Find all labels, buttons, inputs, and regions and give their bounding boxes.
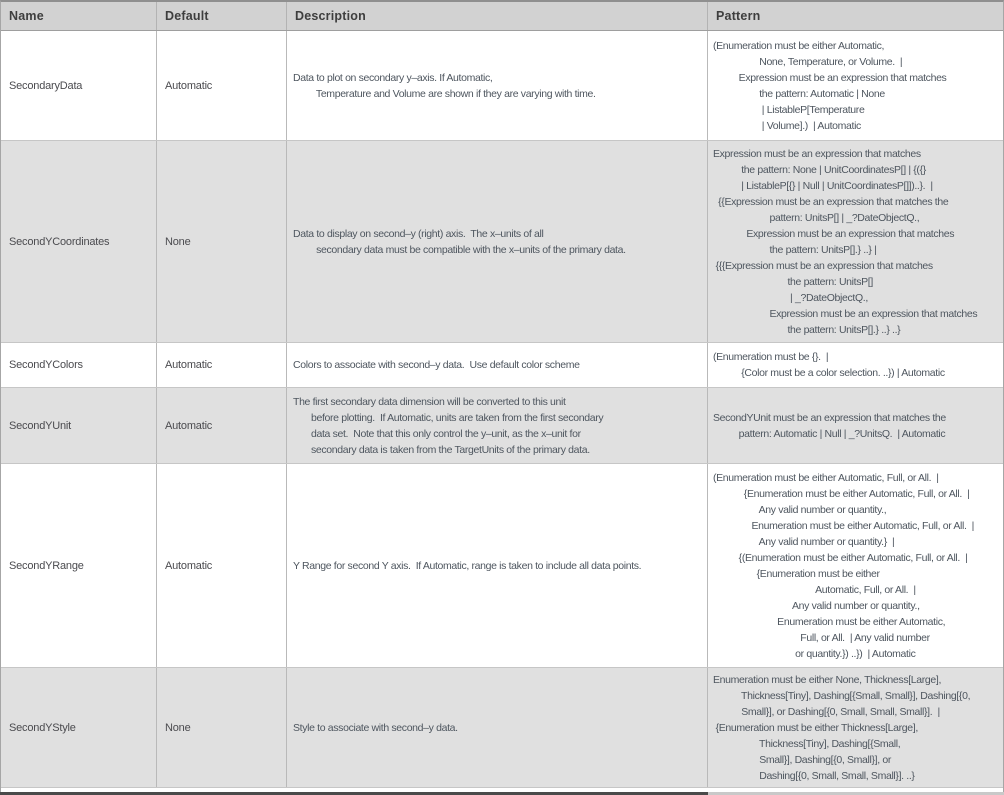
text-line: Y Range for second Y axis. If Automatic, range is taken to include all data points. xyxy=(293,559,642,572)
text-line: Data to plot on secondary y–axis. If Automatic, xyxy=(293,71,493,84)
parameter-name: SecondaryData xyxy=(9,79,83,92)
table-row xyxy=(1,464,1003,668)
header-label-name: Name xyxy=(9,9,44,23)
description-lines xyxy=(293,226,707,258)
pattern-lines xyxy=(713,410,1003,442)
cell-pattern xyxy=(708,31,1003,140)
text-line: Enumeration must be either Automatic, xyxy=(713,615,946,628)
header-cell-pattern xyxy=(708,2,1003,30)
text-line: Automatic, Full, or All. | xyxy=(713,583,916,596)
text-line: data set. Note that this only control the y–unit, as the x–unit for xyxy=(293,427,581,440)
text-line: Style to associate with second–y data. xyxy=(293,721,458,734)
text-line: Colors to associate with second–y data. Use default color scheme xyxy=(293,359,580,371)
cell-name xyxy=(1,343,157,387)
text-line: Enumeration must be either None, Thickness[Large], xyxy=(713,673,942,686)
text-line: Expression must be an expression that matches xyxy=(713,147,921,160)
default-value: None xyxy=(165,235,191,248)
cell-default xyxy=(157,388,287,463)
pattern-lines xyxy=(713,38,1003,134)
text-line: Thickness[Tiny], Dashing[{Small, xyxy=(713,737,901,750)
text-line: Any valid number or quantity., xyxy=(713,503,887,516)
default-value: Automatic xyxy=(165,419,213,432)
text-line: {Color must be a color selection. ..}) | Automatic xyxy=(713,367,945,379)
cell-name xyxy=(1,388,157,463)
text-line: secondary data must be compatible with the x–units of the primary data. xyxy=(293,243,626,256)
header-label-pattern: Pattern xyxy=(716,9,761,23)
text-line: the pattern: UnitsP[].} ..} | xyxy=(713,243,877,256)
text-line: Dashing[{0, Small, Small, Small}]. ..} xyxy=(713,769,915,782)
pattern-lines xyxy=(713,146,1003,338)
text-line: pattern: UnitsP[] | _?DateObjectQ., xyxy=(713,211,920,224)
table-row xyxy=(1,343,1003,388)
cell-description xyxy=(287,31,708,140)
text-line: (Enumeration must be {}. | xyxy=(713,351,829,363)
description-lines xyxy=(293,394,707,458)
text-line: or quantity.}) ..}) | Automatic xyxy=(713,647,916,660)
cell-default xyxy=(157,668,287,787)
text-line: (Enumeration must be either Automatic, Full, or All. | xyxy=(713,471,939,484)
text-line: Small}], or Dashing[{0, Small, Small, Small}]. | xyxy=(713,705,940,718)
cell-default xyxy=(157,343,287,387)
header-label-description: Description xyxy=(295,9,366,23)
text-line: Any valid number or quantity.} | xyxy=(713,535,895,548)
text-line: the pattern: Automatic | None xyxy=(713,87,885,100)
text-line: The first secondary data dimension will be converted to this unit xyxy=(293,395,566,408)
text-line: {Enumeration must be either xyxy=(713,567,880,580)
description-lines xyxy=(293,558,707,574)
cell-default xyxy=(157,141,287,342)
text-line: Thickness[Tiny], Dashing[{Small, Small}], Dashing[{0, xyxy=(713,689,971,702)
default-value: Automatic xyxy=(165,79,213,92)
text-line: {{Expression must be an expression that matches the xyxy=(713,195,949,208)
text-line: None, Temperature, or Volume. | xyxy=(713,55,903,68)
cell-pattern xyxy=(708,464,1003,667)
text-line: Data to display on second–y (right) axis. The x–units of all xyxy=(293,227,544,240)
default-value: None xyxy=(165,721,191,734)
text-line: | ListableP[{} | Null | UnitCoordinatesP[]])..}. | xyxy=(713,179,933,192)
cell-name xyxy=(1,31,157,140)
text-line: the pattern: UnitsP[] xyxy=(713,275,873,288)
cell-default xyxy=(157,31,287,140)
text-line: secondary data is taken from the TargetUnits of the primary data. xyxy=(293,443,590,456)
cell-description xyxy=(287,464,708,667)
text-line: Expression must be an expression that matches xyxy=(713,307,978,320)
cell-pattern xyxy=(708,141,1003,342)
cell-name xyxy=(1,668,157,787)
cell-description xyxy=(287,668,708,787)
text-line: Full, or All. | Any valid number xyxy=(713,631,930,644)
default-value: Automatic xyxy=(165,359,213,371)
text-line: SecondYUnit must be an expression that matches the xyxy=(713,411,946,424)
cell-default xyxy=(157,464,287,667)
text-line: (Enumeration must be either Automatic, xyxy=(713,39,885,52)
parameter-name: SecondYCoordinates xyxy=(9,235,110,248)
parameter-name: SecondYStyle xyxy=(9,721,76,734)
table-row xyxy=(1,668,1003,788)
table-header-row xyxy=(1,2,1003,31)
text-line: Any valid number or quantity., xyxy=(713,599,920,612)
description-lines xyxy=(293,70,707,102)
parameter-name: SecondYColors xyxy=(9,359,83,371)
table-row xyxy=(1,31,1003,141)
text-line: {(Enumeration must be either Automatic, Full, or All. | xyxy=(713,551,968,564)
table-row xyxy=(1,388,1003,464)
description-lines xyxy=(293,357,707,373)
header-cell-name xyxy=(1,2,157,30)
pattern-lines xyxy=(713,470,1003,662)
cell-name xyxy=(1,141,157,342)
cell-description xyxy=(287,343,708,387)
text-line: | Volume].) | Automatic xyxy=(713,119,861,132)
cell-pattern xyxy=(708,668,1003,787)
text-line: the pattern: None | UnitCoordinatesP[] | {({} xyxy=(713,163,926,176)
pattern-lines xyxy=(713,672,1003,784)
default-value: Automatic xyxy=(165,559,213,572)
text-line: before plotting. If Automatic, units are taken from the first secondary xyxy=(293,411,604,424)
text-line: Enumeration must be either Automatic, Full, or All. | xyxy=(713,519,975,532)
text-line: | ListableP[Temperature xyxy=(713,103,865,116)
text-line: Expression must be an expression that matches xyxy=(713,71,947,84)
header-cell-default xyxy=(157,2,287,30)
text-line: | _?DateObjectQ., xyxy=(713,291,868,304)
cell-description xyxy=(287,141,708,342)
header-cell-description xyxy=(287,2,708,30)
text-line: {Enumeration must be either Thickness[Large], xyxy=(713,721,918,734)
text-line: the pattern: UnitsP[].} ..} ..} xyxy=(713,323,901,336)
cell-description xyxy=(287,388,708,463)
cell-name xyxy=(1,464,157,667)
cell-pattern xyxy=(708,343,1003,387)
text-line: Small}], Dashing[{0, Small}], or xyxy=(713,753,891,766)
text-line: Temperature and Volume are shown if they are varying with time. xyxy=(293,87,596,100)
table-body xyxy=(1,31,1003,788)
table-row xyxy=(1,141,1003,343)
description-lines xyxy=(293,720,707,736)
text-line: {{{Expression must be an expression that matches xyxy=(713,259,933,272)
cell-pattern xyxy=(708,388,1003,463)
text-line: Expression must be an expression that matches xyxy=(713,227,955,240)
parameter-name: SecondYUnit xyxy=(9,419,72,432)
header-label-default: Default xyxy=(165,9,209,23)
text-line: {Enumeration must be either Automatic, Full, or All. | xyxy=(713,487,970,500)
parameter-name: SecondYRange xyxy=(9,559,84,572)
text-line: pattern: Automatic | Null | _?UnitsQ. | Automatic xyxy=(713,427,946,440)
pattern-lines xyxy=(713,349,1003,381)
